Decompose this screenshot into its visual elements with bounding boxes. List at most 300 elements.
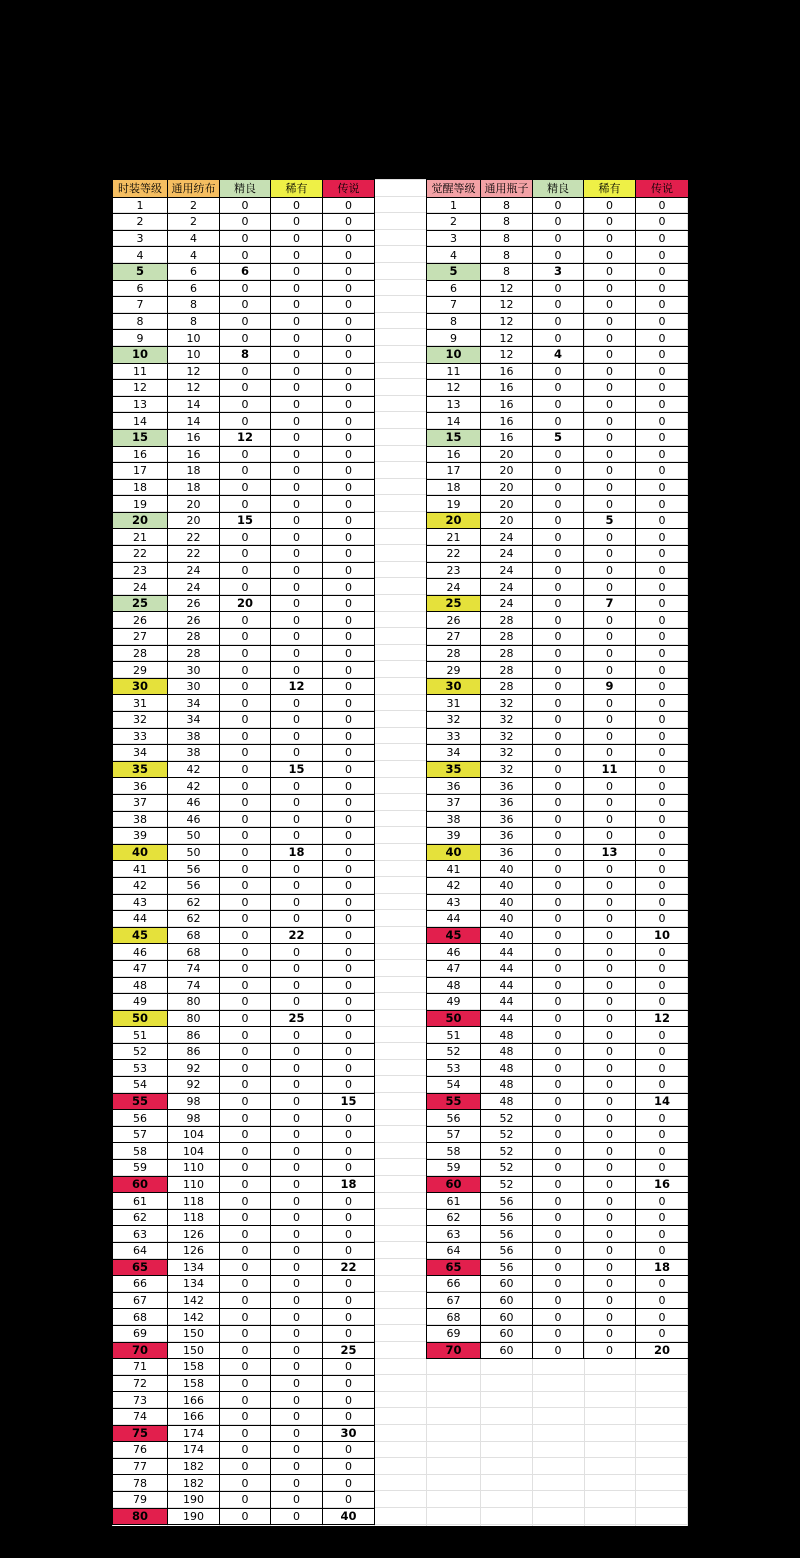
- xiyou-cell[interactable]: 0: [271, 446, 323, 463]
- jingliang-cell[interactable]: 0: [533, 1243, 584, 1260]
- chuanshuo-cell[interactable]: 0: [323, 678, 375, 695]
- jingliang-cell[interactable]: 15: [220, 512, 271, 529]
- xiyou-cell[interactable]: 0: [584, 877, 636, 894]
- level-cell[interactable]: 56: [427, 1110, 481, 1127]
- level-cell[interactable]: 21: [113, 529, 168, 546]
- level-cell[interactable]: 75: [113, 1425, 168, 1442]
- material-cell[interactable]: 110: [168, 1176, 220, 1193]
- material-cell[interactable]: 110: [168, 1160, 220, 1177]
- material-cell[interactable]: 42: [168, 778, 220, 795]
- jingliang-cell[interactable]: 0: [533, 761, 584, 778]
- chuanshuo-cell[interactable]: 0: [636, 944, 689, 961]
- material-cell[interactable]: 16: [481, 429, 533, 446]
- level-cell[interactable]: 64: [113, 1243, 168, 1260]
- chuanshuo-cell[interactable]: 0: [323, 429, 375, 446]
- material-cell[interactable]: 46: [168, 811, 220, 828]
- chuanshuo-cell[interactable]: 0: [636, 911, 689, 928]
- chuanshuo-cell[interactable]: 0: [323, 1392, 375, 1409]
- jingliang-cell[interactable]: 0: [220, 1043, 271, 1060]
- jingliang-cell[interactable]: 0: [220, 712, 271, 729]
- xiyou-cell[interactable]: 0: [271, 612, 323, 629]
- xiyou-cell[interactable]: 0: [271, 512, 323, 529]
- material-cell[interactable]: 20: [481, 512, 533, 529]
- chuanshuo-cell[interactable]: 0: [323, 562, 375, 579]
- level-cell[interactable]: 31: [427, 695, 481, 712]
- level-cell[interactable]: 65: [427, 1259, 481, 1276]
- jingliang-cell[interactable]: 0: [533, 629, 584, 646]
- chuanshuo-cell[interactable]: 0: [636, 877, 689, 894]
- material-cell[interactable]: 56: [481, 1193, 533, 1210]
- material-cell[interactable]: 34: [168, 695, 220, 712]
- level-cell[interactable]: 29: [113, 662, 168, 679]
- chuanshuo-cell[interactable]: 0: [323, 1160, 375, 1177]
- chuanshuo-cell[interactable]: 0: [636, 313, 689, 330]
- material-cell[interactable]: 60: [481, 1309, 533, 1326]
- level-cell[interactable]: 38: [427, 811, 481, 828]
- header-common-cloth[interactable]: 通用纺布: [168, 180, 220, 198]
- jingliang-cell[interactable]: 0: [533, 1143, 584, 1160]
- material-cell[interactable]: 126: [168, 1226, 220, 1243]
- level-cell[interactable]: 69: [113, 1325, 168, 1342]
- material-cell[interactable]: 118: [168, 1209, 220, 1226]
- chuanshuo-cell[interactable]: 0: [636, 463, 689, 480]
- jingliang-cell[interactable]: 0: [220, 662, 271, 679]
- level-cell[interactable]: 19: [113, 496, 168, 513]
- jingliang-cell[interactable]: 0: [220, 1309, 271, 1326]
- xiyou-cell[interactable]: 5: [584, 512, 636, 529]
- chuanshuo-cell[interactable]: 0: [323, 247, 375, 264]
- level-cell[interactable]: 34: [113, 745, 168, 762]
- jingliang-cell[interactable]: 0: [533, 811, 584, 828]
- chuanshuo-cell[interactable]: 0: [636, 1292, 689, 1309]
- jingliang-cell[interactable]: 0: [220, 1475, 271, 1492]
- level-cell[interactable]: 9: [113, 330, 168, 347]
- chuanshuo-cell[interactable]: 0: [636, 1276, 689, 1293]
- level-cell[interactable]: 70: [427, 1342, 481, 1359]
- level-cell[interactable]: 39: [427, 828, 481, 845]
- level-cell[interactable]: 58: [113, 1143, 168, 1160]
- chuanshuo-cell[interactable]: 0: [636, 1193, 689, 1210]
- level-cell[interactable]: 61: [113, 1193, 168, 1210]
- jingliang-cell[interactable]: 0: [533, 330, 584, 347]
- chuanshuo-cell[interactable]: 12: [636, 1010, 689, 1027]
- jingliang-cell[interactable]: 0: [533, 197, 584, 214]
- jingliang-cell[interactable]: 0: [220, 612, 271, 629]
- material-cell[interactable]: 52: [481, 1110, 533, 1127]
- material-cell[interactable]: 24: [481, 562, 533, 579]
- level-cell[interactable]: 44: [427, 911, 481, 928]
- material-cell[interactable]: 26: [168, 595, 220, 612]
- xiyou-cell[interactable]: 22: [271, 927, 323, 944]
- header-jingliang[interactable]: 精良: [220, 180, 271, 198]
- jingliang-cell[interactable]: 0: [220, 413, 271, 430]
- xiyou-cell[interactable]: 0: [271, 396, 323, 413]
- material-cell[interactable]: 14: [168, 413, 220, 430]
- jingliang-cell[interactable]: 0: [533, 214, 584, 231]
- chuanshuo-cell[interactable]: 0: [636, 595, 689, 612]
- material-cell[interactable]: 8: [168, 313, 220, 330]
- chuanshuo-cell[interactable]: 0: [323, 844, 375, 861]
- level-cell[interactable]: 31: [113, 695, 168, 712]
- material-cell[interactable]: 40: [481, 911, 533, 928]
- material-cell[interactable]: 16: [481, 380, 533, 397]
- material-cell[interactable]: 60: [481, 1276, 533, 1293]
- chuanshuo-cell[interactable]: 0: [323, 1043, 375, 1060]
- material-cell[interactable]: 28: [481, 612, 533, 629]
- xiyou-cell[interactable]: 0: [271, 380, 323, 397]
- material-cell[interactable]: 36: [481, 794, 533, 811]
- material-cell[interactable]: 36: [481, 778, 533, 795]
- xiyou-cell[interactable]: 0: [584, 413, 636, 430]
- level-cell[interactable]: 25: [113, 595, 168, 612]
- jingliang-cell[interactable]: 0: [220, 778, 271, 795]
- level-cell[interactable]: 61: [427, 1193, 481, 1210]
- jingliang-cell[interactable]: 12: [220, 429, 271, 446]
- level-cell[interactable]: 10: [113, 346, 168, 363]
- level-cell[interactable]: 25: [427, 595, 481, 612]
- material-cell[interactable]: 142: [168, 1309, 220, 1326]
- level-cell[interactable]: 34: [427, 745, 481, 762]
- jingliang-cell[interactable]: 0: [220, 1392, 271, 1409]
- chuanshuo-cell[interactable]: 0: [636, 446, 689, 463]
- level-cell[interactable]: 1: [113, 197, 168, 214]
- xiyou-cell[interactable]: 0: [584, 944, 636, 961]
- xiyou-cell[interactable]: 0: [584, 197, 636, 214]
- chuanshuo-cell[interactable]: 0: [636, 712, 689, 729]
- xiyou-cell[interactable]: 0: [584, 546, 636, 563]
- chuanshuo-cell[interactable]: 0: [636, 1325, 689, 1342]
- chuanshuo-cell[interactable]: 0: [323, 1359, 375, 1376]
- chuanshuo-cell[interactable]: 0: [636, 977, 689, 994]
- material-cell[interactable]: 92: [168, 1060, 220, 1077]
- material-cell[interactable]: 28: [168, 629, 220, 646]
- jingliang-cell[interactable]: 0: [220, 1408, 271, 1425]
- level-cell[interactable]: 24: [427, 579, 481, 596]
- jingliang-cell[interactable]: 0: [533, 297, 584, 314]
- level-cell[interactable]: 60: [113, 1176, 168, 1193]
- material-cell[interactable]: 92: [168, 1077, 220, 1094]
- jingliang-cell[interactable]: 0: [533, 712, 584, 729]
- material-cell[interactable]: 166: [168, 1408, 220, 1425]
- chuanshuo-cell[interactable]: 0: [323, 1458, 375, 1475]
- chuanshuo-cell[interactable]: 0: [323, 695, 375, 712]
- level-cell[interactable]: 57: [113, 1126, 168, 1143]
- level-cell[interactable]: 12: [113, 380, 168, 397]
- jingliang-cell[interactable]: 0: [533, 662, 584, 679]
- jingliang-cell[interactable]: 0: [533, 794, 584, 811]
- chuanshuo-cell[interactable]: 0: [636, 247, 689, 264]
- jingliang-cell[interactable]: 0: [533, 1209, 584, 1226]
- level-cell[interactable]: 5: [427, 263, 481, 280]
- chuanshuo-cell[interactable]: 0: [636, 811, 689, 828]
- xiyou-cell[interactable]: 0: [271, 214, 323, 231]
- material-cell[interactable]: 56: [481, 1226, 533, 1243]
- chuanshuo-cell[interactable]: 0: [323, 1475, 375, 1492]
- xiyou-cell[interactable]: 0: [584, 778, 636, 795]
- level-cell[interactable]: 35: [427, 761, 481, 778]
- xiyou-cell[interactable]: 0: [271, 1325, 323, 1342]
- xiyou-cell[interactable]: 0: [271, 1243, 323, 1260]
- material-cell[interactable]: 28: [481, 662, 533, 679]
- xiyou-cell[interactable]: 0: [584, 1243, 636, 1260]
- level-cell[interactable]: 37: [113, 794, 168, 811]
- jingliang-cell[interactable]: 0: [533, 778, 584, 795]
- material-cell[interactable]: 48: [481, 1093, 533, 1110]
- chuanshuo-cell[interactable]: 0: [323, 1010, 375, 1027]
- chuanshuo-cell[interactable]: 0: [323, 629, 375, 646]
- chuanshuo-cell[interactable]: 0: [636, 1110, 689, 1127]
- chuanshuo-cell[interactable]: 0: [323, 1110, 375, 1127]
- material-cell[interactable]: 48: [481, 1027, 533, 1044]
- chuanshuo-cell[interactable]: 0: [323, 1077, 375, 1094]
- jingliang-cell[interactable]: 0: [533, 1176, 584, 1193]
- xiyou-cell[interactable]: 0: [584, 363, 636, 380]
- material-cell[interactable]: 4: [168, 247, 220, 264]
- header-awakening-level[interactable]: 觉醒等级: [427, 180, 481, 198]
- chuanshuo-cell[interactable]: 0: [636, 662, 689, 679]
- jingliang-cell[interactable]: 0: [220, 927, 271, 944]
- chuanshuo-cell[interactable]: 0: [636, 479, 689, 496]
- xiyou-cell[interactable]: 0: [271, 197, 323, 214]
- jingliang-cell[interactable]: 0: [220, 197, 271, 214]
- jingliang-cell[interactable]: 0: [220, 1508, 271, 1525]
- material-cell[interactable]: 174: [168, 1442, 220, 1459]
- level-cell[interactable]: 68: [427, 1309, 481, 1326]
- material-cell[interactable]: 52: [481, 1126, 533, 1143]
- material-cell[interactable]: 60: [481, 1342, 533, 1359]
- jingliang-cell[interactable]: 20: [220, 595, 271, 612]
- xiyou-cell[interactable]: 0: [271, 877, 323, 894]
- jingliang-cell[interactable]: 0: [533, 496, 584, 513]
- material-cell[interactable]: 52: [481, 1160, 533, 1177]
- chuanshuo-cell[interactable]: 0: [323, 579, 375, 596]
- xiyou-cell[interactable]: 0: [584, 1176, 636, 1193]
- material-cell[interactable]: 8: [481, 214, 533, 231]
- xiyou-cell[interactable]: 0: [584, 1193, 636, 1210]
- jingliang-cell[interactable]: 0: [220, 214, 271, 231]
- chuanshuo-cell[interactable]: 0: [323, 994, 375, 1011]
- level-cell[interactable]: 65: [113, 1259, 168, 1276]
- xiyou-cell[interactable]: 0: [271, 1491, 323, 1508]
- level-cell[interactable]: 63: [113, 1226, 168, 1243]
- level-cell[interactable]: 57: [427, 1126, 481, 1143]
- xiyou-cell[interactable]: 0: [584, 911, 636, 928]
- chuanshuo-cell[interactable]: 25: [323, 1342, 375, 1359]
- level-cell[interactable]: 10: [427, 346, 481, 363]
- jingliang-cell[interactable]: 0: [220, 745, 271, 762]
- material-cell[interactable]: 62: [168, 911, 220, 928]
- xiyou-cell[interactable]: 0: [271, 496, 323, 513]
- material-cell[interactable]: 20: [481, 496, 533, 513]
- level-cell[interactable]: 66: [113, 1276, 168, 1293]
- chuanshuo-cell[interactable]: 0: [323, 1027, 375, 1044]
- chuanshuo-cell[interactable]: 0: [636, 612, 689, 629]
- material-cell[interactable]: 16: [168, 446, 220, 463]
- material-cell[interactable]: 36: [481, 828, 533, 845]
- material-cell[interactable]: 24: [168, 579, 220, 596]
- xiyou-cell[interactable]: 0: [271, 994, 323, 1011]
- material-cell[interactable]: 40: [481, 927, 533, 944]
- xiyou-cell[interactable]: 0: [271, 346, 323, 363]
- jingliang-cell[interactable]: 0: [533, 977, 584, 994]
- chuanshuo-cell[interactable]: 0: [323, 911, 375, 928]
- level-cell[interactable]: 80: [113, 1508, 168, 1525]
- jingliang-cell[interactable]: 0: [220, 297, 271, 314]
- material-cell[interactable]: 32: [481, 761, 533, 778]
- chuanshuo-cell[interactable]: 0: [636, 546, 689, 563]
- jingliang-cell[interactable]: 0: [220, 529, 271, 546]
- level-cell[interactable]: 7: [113, 297, 168, 314]
- material-cell[interactable]: 182: [168, 1458, 220, 1475]
- xiyou-cell[interactable]: 0: [271, 413, 323, 430]
- level-cell[interactable]: 32: [427, 712, 481, 729]
- chuanshuo-cell[interactable]: 0: [323, 197, 375, 214]
- level-cell[interactable]: 46: [113, 944, 168, 961]
- level-cell[interactable]: 68: [113, 1309, 168, 1326]
- chuanshuo-cell[interactable]: 0: [636, 1309, 689, 1326]
- jingliang-cell[interactable]: 0: [533, 1325, 584, 1342]
- chuanshuo-cell[interactable]: 0: [636, 363, 689, 380]
- level-cell[interactable]: 4: [113, 247, 168, 264]
- header-xiyou[interactable]: 稀有: [584, 180, 636, 198]
- material-cell[interactable]: 182: [168, 1475, 220, 1492]
- jingliang-cell[interactable]: 0: [533, 911, 584, 928]
- level-cell[interactable]: 44: [113, 911, 168, 928]
- xiyou-cell[interactable]: 0: [584, 728, 636, 745]
- xiyou-cell[interactable]: 0: [271, 297, 323, 314]
- chuanshuo-cell[interactable]: 18: [323, 1176, 375, 1193]
- level-cell[interactable]: 52: [113, 1043, 168, 1060]
- level-cell[interactable]: 56: [113, 1110, 168, 1127]
- chuanshuo-cell[interactable]: 0: [323, 330, 375, 347]
- material-cell[interactable]: 28: [481, 629, 533, 646]
- material-cell[interactable]: 48: [481, 1077, 533, 1094]
- chuanshuo-cell[interactable]: 0: [323, 214, 375, 231]
- material-cell[interactable]: 52: [481, 1143, 533, 1160]
- chuanshuo-cell[interactable]: 0: [323, 728, 375, 745]
- level-cell[interactable]: 41: [427, 861, 481, 878]
- material-cell[interactable]: 74: [168, 960, 220, 977]
- jingliang-cell[interactable]: 0: [220, 1143, 271, 1160]
- level-cell[interactable]: 27: [427, 629, 481, 646]
- jingliang-cell[interactable]: 0: [220, 1209, 271, 1226]
- level-cell[interactable]: 16: [427, 446, 481, 463]
- jingliang-cell[interactable]: 0: [533, 1193, 584, 1210]
- xiyou-cell[interactable]: 0: [271, 1309, 323, 1326]
- xiyou-cell[interactable]: 0: [271, 313, 323, 330]
- xiyou-cell[interactable]: 0: [271, 1043, 323, 1060]
- xiyou-cell[interactable]: 0: [584, 446, 636, 463]
- chuanshuo-cell[interactable]: 0: [636, 1243, 689, 1260]
- jingliang-cell[interactable]: 0: [220, 230, 271, 247]
- chuanshuo-cell[interactable]: 0: [636, 1043, 689, 1060]
- xiyou-cell[interactable]: 0: [271, 811, 323, 828]
- chuanshuo-cell[interactable]: 0: [636, 396, 689, 413]
- jingliang-cell[interactable]: 0: [533, 1110, 584, 1127]
- chuanshuo-cell[interactable]: 0: [323, 363, 375, 380]
- header-jingliang[interactable]: 精良: [533, 180, 584, 198]
- level-cell[interactable]: 43: [427, 894, 481, 911]
- chuanshuo-cell[interactable]: 0: [323, 1491, 375, 1508]
- material-cell[interactable]: 4: [168, 230, 220, 247]
- chuanshuo-cell[interactable]: 0: [636, 745, 689, 762]
- jingliang-cell[interactable]: 0: [533, 463, 584, 480]
- xiyou-cell[interactable]: 0: [271, 1425, 323, 1442]
- level-cell[interactable]: 54: [427, 1077, 481, 1094]
- jingliang-cell[interactable]: 0: [220, 728, 271, 745]
- jingliang-cell[interactable]: 0: [533, 479, 584, 496]
- level-cell[interactable]: 20: [427, 512, 481, 529]
- material-cell[interactable]: 134: [168, 1276, 220, 1293]
- jingliang-cell[interactable]: 0: [220, 1060, 271, 1077]
- jingliang-cell[interactable]: 0: [533, 512, 584, 529]
- chuanshuo-cell[interactable]: 0: [636, 496, 689, 513]
- xiyou-cell[interactable]: 0: [271, 479, 323, 496]
- level-cell[interactable]: 48: [427, 977, 481, 994]
- chuanshuo-cell[interactable]: 0: [636, 695, 689, 712]
- xiyou-cell[interactable]: 0: [584, 927, 636, 944]
- jingliang-cell[interactable]: 0: [220, 977, 271, 994]
- chuanshuo-cell[interactable]: 0: [323, 778, 375, 795]
- jingliang-cell[interactable]: 0: [533, 844, 584, 861]
- chuanshuo-cell[interactable]: 0: [636, 529, 689, 546]
- xiyou-cell[interactable]: 0: [271, 1143, 323, 1160]
- level-cell[interactable]: 79: [113, 1491, 168, 1508]
- jingliang-cell[interactable]: 0: [220, 1458, 271, 1475]
- jingliang-cell[interactable]: 0: [220, 645, 271, 662]
- jingliang-cell[interactable]: 0: [220, 1027, 271, 1044]
- xiyou-cell[interactable]: 0: [271, 1442, 323, 1459]
- jingliang-cell[interactable]: 0: [220, 1010, 271, 1027]
- material-cell[interactable]: 20: [168, 512, 220, 529]
- jingliang-cell[interactable]: 0: [220, 844, 271, 861]
- xiyou-cell[interactable]: 0: [271, 1160, 323, 1177]
- xiyou-cell[interactable]: 0: [271, 595, 323, 612]
- material-cell[interactable]: 40: [481, 861, 533, 878]
- level-cell[interactable]: 70: [113, 1342, 168, 1359]
- level-cell[interactable]: 47: [427, 960, 481, 977]
- material-cell[interactable]: 10: [168, 346, 220, 363]
- jingliang-cell[interactable]: 0: [220, 396, 271, 413]
- material-cell[interactable]: 158: [168, 1375, 220, 1392]
- level-cell[interactable]: 58: [427, 1143, 481, 1160]
- material-cell[interactable]: 24: [481, 529, 533, 546]
- material-cell[interactable]: 48: [481, 1060, 533, 1077]
- chuanshuo-cell[interactable]: 0: [323, 877, 375, 894]
- chuanshuo-cell[interactable]: 0: [636, 380, 689, 397]
- xiyou-cell[interactable]: 0: [271, 1259, 323, 1276]
- level-cell[interactable]: 28: [113, 645, 168, 662]
- jingliang-cell[interactable]: 0: [220, 546, 271, 563]
- xiyou-cell[interactable]: 0: [584, 496, 636, 513]
- level-cell[interactable]: 54: [113, 1077, 168, 1094]
- chuanshuo-cell[interactable]: 0: [323, 380, 375, 397]
- xiyou-cell[interactable]: 0: [271, 1209, 323, 1226]
- xiyou-cell[interactable]: 0: [584, 1160, 636, 1177]
- chuanshuo-cell[interactable]: 0: [636, 894, 689, 911]
- jingliang-cell[interactable]: 0: [533, 313, 584, 330]
- level-cell[interactable]: 41: [113, 861, 168, 878]
- jingliang-cell[interactable]: 0: [533, 380, 584, 397]
- jingliang-cell[interactable]: 0: [220, 479, 271, 496]
- chuanshuo-cell[interactable]: 15: [323, 1093, 375, 1110]
- jingliang-cell[interactable]: 0: [533, 1093, 584, 1110]
- jingliang-cell[interactable]: 0: [220, 380, 271, 397]
- material-cell[interactable]: 48: [481, 1043, 533, 1060]
- level-cell[interactable]: 28: [427, 645, 481, 662]
- chuanshuo-cell[interactable]: 0: [323, 712, 375, 729]
- level-cell[interactable]: 6: [113, 280, 168, 297]
